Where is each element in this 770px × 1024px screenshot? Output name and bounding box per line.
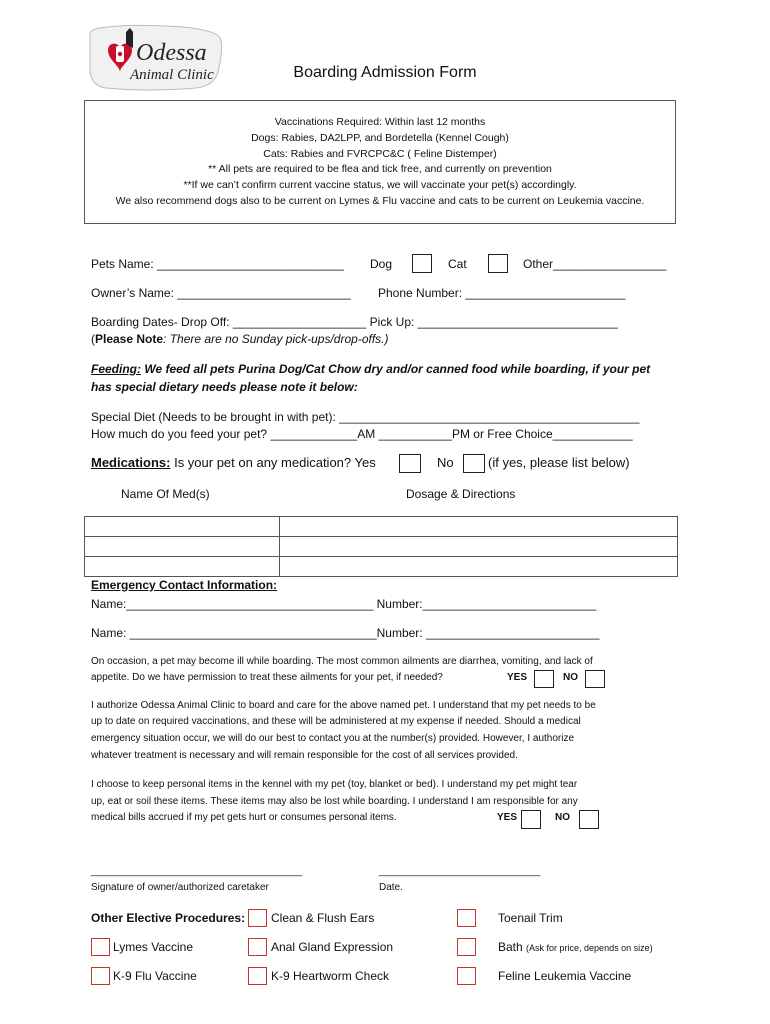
vacc-line-2: Dogs: Rabies, DA2LPP, and Bordetella (Kennel Cough) <box>251 132 509 144</box>
personal-yes-label: YES <box>497 812 518 823</box>
vacc-line-4: ** All pets are required to be flea and tick free, and currently on prevention <box>208 163 552 175</box>
k9-flu-label: K-9 Flu Vaccine <box>113 969 197 983</box>
special-diet-field[interactable]: Special Diet (Needs to be brought in with pet): _____________________________________________ <box>91 410 640 424</box>
lymes-checkbox[interactable] <box>91 938 110 956</box>
vacc-line-3: Cats: Rabies and FVRCPC&C ( Feline Distemper) <box>263 148 497 160</box>
table-row <box>85 557 678 577</box>
emergency-contact-2[interactable]: Name: _____________________________________Number: __________________________ <box>91 626 600 640</box>
k9-flu-checkbox[interactable] <box>91 967 110 985</box>
emergency-contact-1[interactable]: Name:_____________________________________ Number:__________________________ <box>91 597 597 611</box>
dosage-column-header: Dosage & Directions <box>406 487 516 501</box>
personal-no-label: NO <box>555 812 570 823</box>
svg-text:Animal Clinic: Animal Clinic <box>130 67 214 83</box>
anal-gland-label: Anal Gland Expression <box>271 940 394 954</box>
dosage-cell[interactable] <box>280 557 678 577</box>
bath-checkbox[interactable] <box>457 938 476 956</box>
feeding-notice-line2: has special dietary needs please note it below: <box>91 380 358 394</box>
vacc-line-1: Vaccinations Required: Within last 12 months <box>274 116 486 128</box>
ill-no-checkbox[interactable] <box>585 670 605 688</box>
other-field[interactable]: Other_________________ <box>523 257 667 271</box>
med-name-cell[interactable] <box>85 557 280 577</box>
personal-items-line1: I choose to keep personal items in the kennel with my pet (toy, blanket or bed). I understand my pet might tear <box>91 779 578 790</box>
table-row <box>85 537 678 557</box>
feline-leukemia-label: Feline Leukemia Vaccine <box>498 969 632 983</box>
date-line[interactable]: _____________________________ <box>379 866 541 877</box>
authorization-line4: whatever treatment is necessary and will remain responsible for the cost of all services provided. <box>91 750 518 761</box>
form-title: Boarding Admission Form <box>293 64 477 81</box>
feed-amount-field[interactable]: How much do you feed your pet? _____________AM ___________PM or Free Choice____________ <box>91 427 633 441</box>
ill-permission-line1: On occasion, a pet may become ill while boarding. The most common ailments are diarrhea, vomiting, and lack of <box>91 656 593 667</box>
feline-leukemia-checkbox[interactable] <box>457 967 476 985</box>
emergency-contact-heading: Emergency Contact Information: <box>91 578 278 592</box>
medications-yes-checkbox[interactable] <box>399 454 421 473</box>
clean-flush-label: Clean & Flush Ears <box>271 911 375 925</box>
med-name-cell[interactable] <box>85 537 280 557</box>
anal-gland-checkbox[interactable] <box>248 938 267 956</box>
personal-yes-checkbox[interactable] <box>521 810 541 829</box>
authorization-line1: I authorize Odessa Animal Clinic to board and care for the above named pet. I understand that my pet needs to be <box>91 700 596 711</box>
med-name-column-header: Name Of Med(s) <box>121 487 210 501</box>
toenail-checkbox[interactable] <box>457 909 476 927</box>
pets-name-field[interactable]: Pets Name: ____________________________ <box>91 257 344 271</box>
elective-procedures-heading: Other Elective Procedures: <box>91 911 246 925</box>
authorization-line3: emergency situation occur, we will do our best to contact you at the number(s) provided. However, I authorize <box>91 733 575 744</box>
ill-permission-line2: appetite. Do we have permission to treat these ailments for your pet, if needed? <box>91 672 443 683</box>
toenail-label: Toenail Trim <box>498 911 563 925</box>
boarding-dates-field[interactable]: Boarding Dates- Drop Off: ____________________ Pick Up: ______________________________ <box>91 315 618 329</box>
please-note: (Please Note: There are no Sunday pick-ups/drop-offs.) <box>91 332 389 346</box>
medications-table <box>84 516 678 577</box>
authorization-line2: up to date on required vaccinations, and these will be administered at my expense if needed. Should a medical <box>91 716 581 727</box>
cat-label: Cat <box>448 257 467 271</box>
bath-label: Bath (Ask for price, depends on size) <box>498 940 653 954</box>
dog-checkbox[interactable] <box>412 254 432 273</box>
table-row <box>85 517 678 537</box>
clinic-logo-graphic <box>86 24 226 94</box>
svg-text:Odessa: Odessa <box>136 40 207 66</box>
medications-no-checkbox[interactable] <box>463 454 485 473</box>
k9-heartworm-checkbox[interactable] <box>248 967 267 985</box>
personal-items-line3: medical bills accrued if my pet gets hurt or consumes personal items. <box>91 812 397 823</box>
signature-label: Signature of owner/authorized caretaker <box>91 882 269 893</box>
owners-name-field[interactable]: Owner’s Name: __________________________ <box>91 286 351 300</box>
med-name-cell[interactable] <box>85 517 280 537</box>
medications-list-below: (if yes, please list below) <box>488 455 630 470</box>
personal-items-line2: up, eat or soil these items. These items may also be lost while boarding. I understand I am responsible for any <box>91 796 578 807</box>
clinic-logo <box>86 24 226 94</box>
date-label: Date. <box>379 882 403 893</box>
k9-heartworm-label: K-9 Heartworm Check <box>271 969 390 983</box>
clean-flush-checkbox[interactable] <box>248 909 267 927</box>
medications-no-label: No <box>437 455 454 470</box>
dog-label: Dog <box>370 257 393 271</box>
vacc-line-5: **If we can’t confirm current vaccine status, we will vaccinate your pet(s) accordingly. <box>183 179 577 191</box>
vacc-line-6: We also recommend dogs also to be current on Lymes & Flu vaccine and cats to be current on Leukemia vaccine. <box>115 195 645 207</box>
ill-no-label: NO <box>563 672 578 683</box>
ill-yes-label: YES <box>507 672 528 683</box>
phone-number-field[interactable]: Phone Number: ________________________ <box>378 286 626 300</box>
cat-checkbox[interactable] <box>488 254 508 273</box>
lymes-label: Lymes Vaccine <box>113 940 194 954</box>
feeding-notice-line1: Feeding: We feed all pets Purina Dog/Cat Chow dry and/or canned food while boarding, if your pet <box>91 362 651 376</box>
signature-line[interactable]: ______________________________________ <box>91 866 303 877</box>
dosage-cell[interactable] <box>280 517 678 537</box>
personal-no-checkbox[interactable] <box>579 810 599 829</box>
dosage-cell[interactable] <box>280 537 678 557</box>
ill-yes-checkbox[interactable] <box>534 670 554 688</box>
medications-question: Medications: Is your pet on any medication? Yes <box>91 455 376 470</box>
